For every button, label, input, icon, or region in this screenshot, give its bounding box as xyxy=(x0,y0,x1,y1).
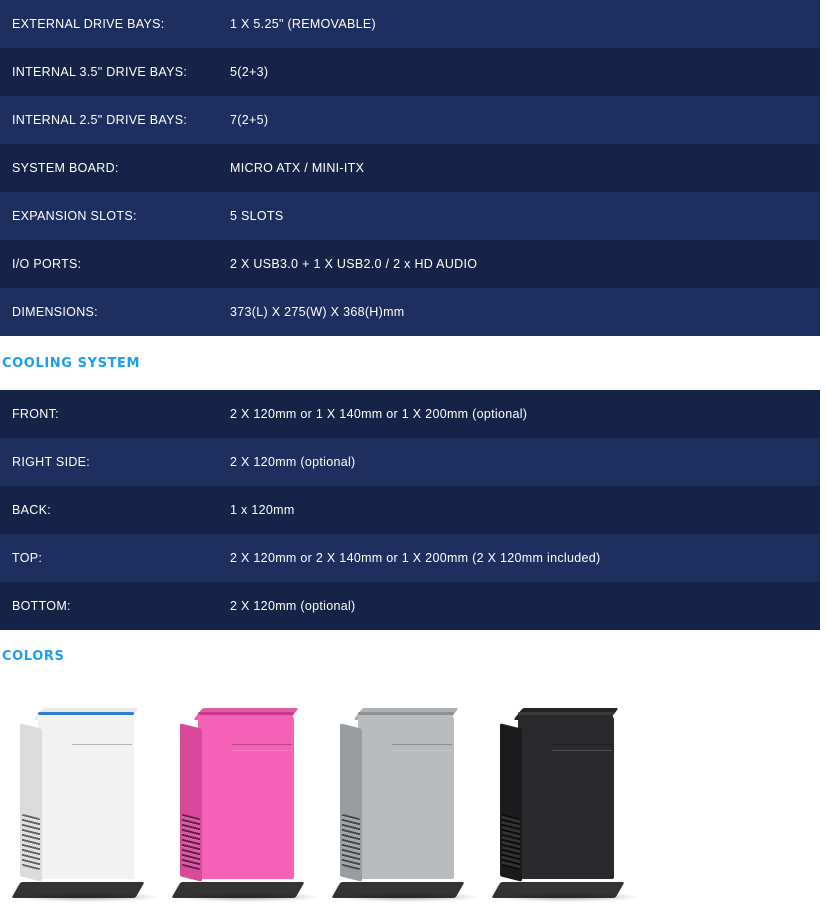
case-base xyxy=(331,882,464,898)
table-row xyxy=(0,534,820,582)
spec-label: INTERNAL 2.5" DRIVE BAYS: xyxy=(12,113,188,127)
table-row xyxy=(0,96,820,144)
table-row xyxy=(0,144,820,192)
cooling-section-header xyxy=(0,336,826,390)
table-row xyxy=(0,48,820,96)
case-front-panel xyxy=(518,714,614,879)
case-front-panel xyxy=(198,714,294,879)
spec-value: 1 X 5.25" (REMOVABLE) xyxy=(230,17,376,31)
table-row xyxy=(0,582,820,630)
case-bezel-line xyxy=(552,744,612,745)
table-row xyxy=(0,288,820,336)
spec-label: INTERNAL 3.5" DRIVE BAYS: xyxy=(12,65,188,79)
table-row xyxy=(0,390,820,438)
table-row xyxy=(0,192,820,240)
case-vent xyxy=(342,814,360,870)
spec-label: EXPANSION SLOTS: xyxy=(12,209,137,223)
table-row xyxy=(0,438,820,486)
spec-label: I/O PORTS: xyxy=(12,257,82,271)
case-bezel-line xyxy=(232,750,292,751)
specifications-table xyxy=(0,0,820,336)
cooling-heading-label: COOLING SYSTEM xyxy=(2,355,141,371)
spec-value: 5 SLOTS xyxy=(230,209,284,223)
case-front-panel xyxy=(38,714,134,879)
spec-value: 2 X 120mm (optional) xyxy=(230,455,356,469)
case-accent-edge xyxy=(518,712,614,715)
case-bezel-line xyxy=(392,744,452,745)
case-bezel-line xyxy=(72,750,132,751)
spec-value: 2 X 120mm or 1 X 140mm or 1 X 200mm (optional) xyxy=(230,407,528,421)
table-row xyxy=(0,486,820,534)
case-accent-edge xyxy=(358,712,454,715)
case-base xyxy=(491,882,624,898)
cooling-table xyxy=(0,390,820,630)
case-image-white xyxy=(10,702,170,902)
spec-value: 7(2+5) xyxy=(230,113,269,127)
spec-label: SYSTEM BOARD: xyxy=(12,161,119,175)
case-bezel-line xyxy=(232,744,292,745)
spec-label: BACK: xyxy=(12,503,52,517)
case-front-panel xyxy=(358,714,454,879)
spec-value: 2 X USB3.0 + 1 X USB2.0 / 2 x HD AUDIO xyxy=(230,257,478,271)
spec-label: DIMENSIONS: xyxy=(12,305,98,319)
case-vent xyxy=(22,814,40,870)
spec-label: EXTERNAL DRIVE BAYS: xyxy=(12,17,165,31)
case-image-silver xyxy=(330,702,490,902)
spec-label: RIGHT SIDE: xyxy=(12,455,91,469)
spec-value: 1 x 120mm xyxy=(230,503,295,517)
table-row xyxy=(0,240,820,288)
colors-section-header xyxy=(0,630,826,682)
case-bezel-line xyxy=(72,744,132,745)
case-accent-edge xyxy=(198,712,294,715)
spec-label: FRONT: xyxy=(12,407,59,421)
spec-value: MICRO ATX / MINI-ITX xyxy=(230,161,365,175)
spec-value: 373(L) X 275(W) X 368(H)mm xyxy=(230,305,405,319)
case-bezel-line xyxy=(392,750,452,751)
case-base xyxy=(11,882,144,898)
case-vent xyxy=(502,814,520,870)
case-accent-edge xyxy=(38,712,134,715)
spec-value: 5(2+3) xyxy=(230,65,269,79)
case-image-black xyxy=(490,702,650,902)
case-image-pink xyxy=(170,702,330,902)
spec-label: TOP: xyxy=(12,551,43,565)
case-vent xyxy=(182,814,200,870)
spec-label: BOTTOM: xyxy=(12,599,71,613)
table-row xyxy=(0,0,820,48)
colors-heading-label: COLORS xyxy=(2,648,65,664)
spec-value: 2 X 120mm (optional) xyxy=(230,599,356,613)
case-bezel-line xyxy=(552,750,612,751)
case-base xyxy=(171,882,304,898)
color-variants-strip xyxy=(0,682,826,902)
spec-value: 2 X 120mm or 2 X 140mm or 1 X 200mm (2 X 120mm included) xyxy=(230,551,601,565)
